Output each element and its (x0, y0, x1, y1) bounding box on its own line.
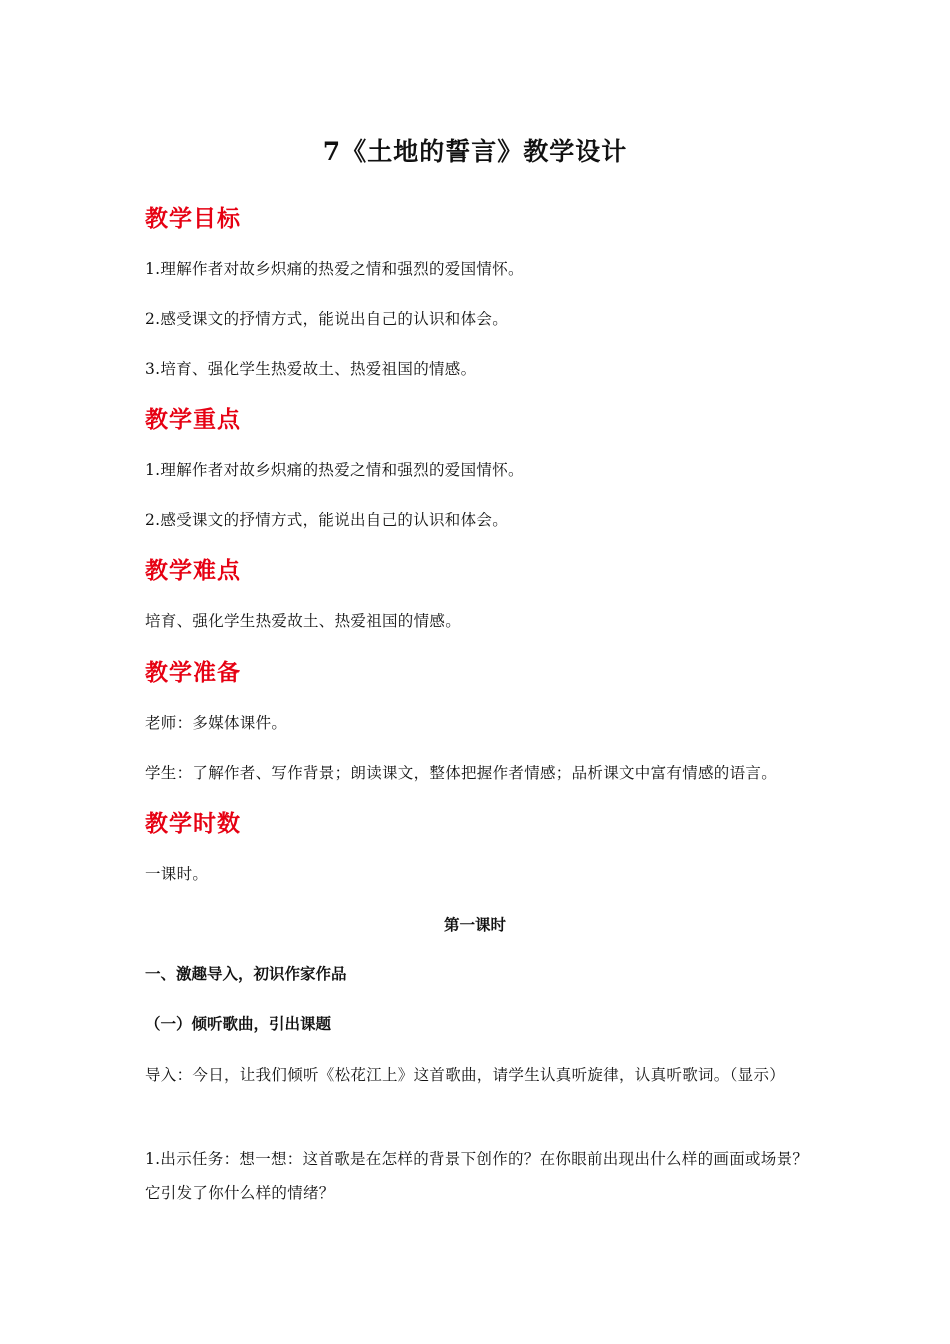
heading-preparation: 教学准备 (145, 659, 241, 686)
preparation-student: 学生：了解作者、写作背景；朗读课文，整体把握作者情感；品析课文中富有情感的语言。 (145, 764, 778, 782)
lesson-title: 第一课时 (443, 915, 506, 934)
heading-key-points: 教学重点 (145, 406, 241, 433)
preparation-teacher: 老师：多媒体课件。 (145, 714, 288, 732)
goal-item-1: 1.理解作者对故乡炽痛的热爱之情和强烈的爱国情怀。 (145, 260, 524, 278)
key-point-item-2: 2.感受课文的抒情方式，能说出自己的认识和体会。 (145, 511, 508, 529)
key-point-item-1: 1.理解作者对故乡炽痛的热爱之情和强烈的爱国情怀。 (145, 461, 524, 479)
hours-item-1: 一课时。 (145, 865, 209, 883)
heading-teaching-goals: 教学目标 (145, 205, 241, 232)
heading-teaching-hours: 教学时数 (145, 810, 241, 837)
heading-difficulties: 教学难点 (145, 557, 241, 584)
lesson-part-1: 一、激趣导入，初识作家作品 (145, 964, 347, 983)
document-title: 7《土地的誓言》教学设计 (322, 137, 628, 166)
lesson-task-1: 1.出示任务：想一想：这首歌是在怎样的背景下创作的？在你眼前出现出什么样的画面或场景？它引发了你什么样的情绪？ (145, 1150, 809, 1202)
goal-item-2: 2.感受课文的抒情方式，能说出自己的认识和体会。 (145, 310, 508, 328)
lesson-intro: 导入：今日，让我们倾听《松花江上》这首歌曲，请学生认真听旋律，认真听歌词。（显示） (145, 1066, 786, 1084)
difficulty-item-1: 培育、强化学生热爱故土、热爱祖国的情感。 (145, 612, 462, 630)
lesson-sub-1: （一）倾听歌曲，引出课题 (145, 1014, 332, 1033)
goal-item-3: 3.培育、强化学生热爱故土、热爱祖国的情感。 (145, 360, 477, 378)
